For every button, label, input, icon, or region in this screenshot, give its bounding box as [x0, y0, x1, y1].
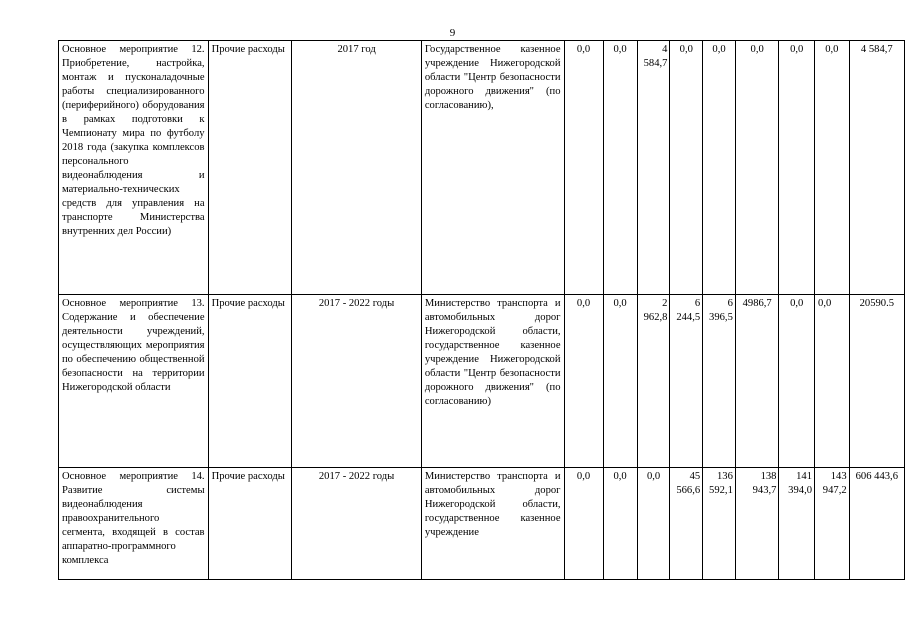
value-cell: 2 962,8 [637, 295, 670, 468]
value-cell: 0,0 [603, 295, 637, 468]
measure-cell: Основное мероприятие 14. Развитие системы видеонаблюдения правоохранительного сегмента, входящей в состав аппаратно-программного комплекса [59, 468, 209, 580]
total-cell: 606 443,6 [849, 468, 904, 580]
value-cell: 0,0 [564, 295, 603, 468]
period-cell: 2017 - 2022 годы [292, 468, 421, 580]
page-number: 9 [449, 27, 456, 39]
period-cell: 2017 - 2022 годы [292, 295, 421, 468]
value-cell: 4 584,7 [637, 41, 670, 295]
value-cell: 0,0 [670, 41, 703, 295]
expense-type-cell: Прочие расходы [208, 468, 292, 580]
value-cell: 0,0 [603, 41, 637, 295]
expense-type-cell: Прочие расходы [208, 295, 292, 468]
value-cell: 0,0 [779, 295, 815, 468]
executor-cell: Государственное казенное учреждение Нижегородской области "Центр безопасности дорожного движения" (по согласованию), [421, 41, 564, 295]
value-cell: 4986,7 [735, 295, 779, 468]
executor-cell: Министерство транспорта и автомобильных дорог Нижегородской области, государственное казенное учреждение [421, 468, 564, 580]
value-cell: 141 394,0 [779, 468, 815, 580]
value-cell: 0,0 [703, 41, 736, 295]
value-cell: 0,0 [603, 468, 637, 580]
value-cell: 138 943,7 [735, 468, 779, 580]
value-cell: 0,0 [815, 295, 850, 468]
value-cell: 0,0 [815, 41, 850, 295]
value-cell: 0,0 [564, 41, 603, 295]
value-cell: 136 592,1 [703, 468, 736, 580]
value-cell: 0,0 [637, 468, 670, 580]
table-row [59, 41, 905, 295]
value-cell: 45 566,6 [670, 468, 703, 580]
value-cell: 0,0 [779, 41, 815, 295]
value-cell: 6 396,5 [703, 295, 736, 468]
value-cell: 0,0 [735, 41, 779, 295]
total-cell: 20590.5 [849, 295, 904, 468]
measure-cell: Основное мероприятие 12. Приобретение, настройка, монтаж и пусконаладочные работы специализированного (периферийного) оборудования в рамках подготовки к Чемпионату мира по футболу 2018 года (закупка комплексов персонального видеонаблюдения и материально-технических средств для управления на транспорте Министерства внутренних дел России) [59, 41, 209, 295]
table-row [59, 295, 905, 468]
value-cell: 143 947,2 [815, 468, 850, 580]
period-cell: 2017 год [292, 41, 421, 295]
table-row [59, 468, 905, 580]
budget-table [58, 40, 905, 580]
value-cell: 0,0 [564, 468, 603, 580]
total-cell: 4 584,7 [849, 41, 904, 295]
executor-cell: Министерство транспорта и автомобильных дорог Нижегородской области, государственное казенное учреждение Нижегородской области "Центр безопасности дорожного движения" (по согласованию) [421, 295, 564, 468]
measure-cell: Основное мероприятие 13. Содержание и обеспечение деятельности учреждений, осуществляющих мероприятия по обеспечению общественной безопасности на территории Нижегородской области [59, 295, 209, 468]
value-cell: 6 244,5 [670, 295, 703, 468]
expense-type-cell: Прочие расходы [208, 41, 292, 295]
